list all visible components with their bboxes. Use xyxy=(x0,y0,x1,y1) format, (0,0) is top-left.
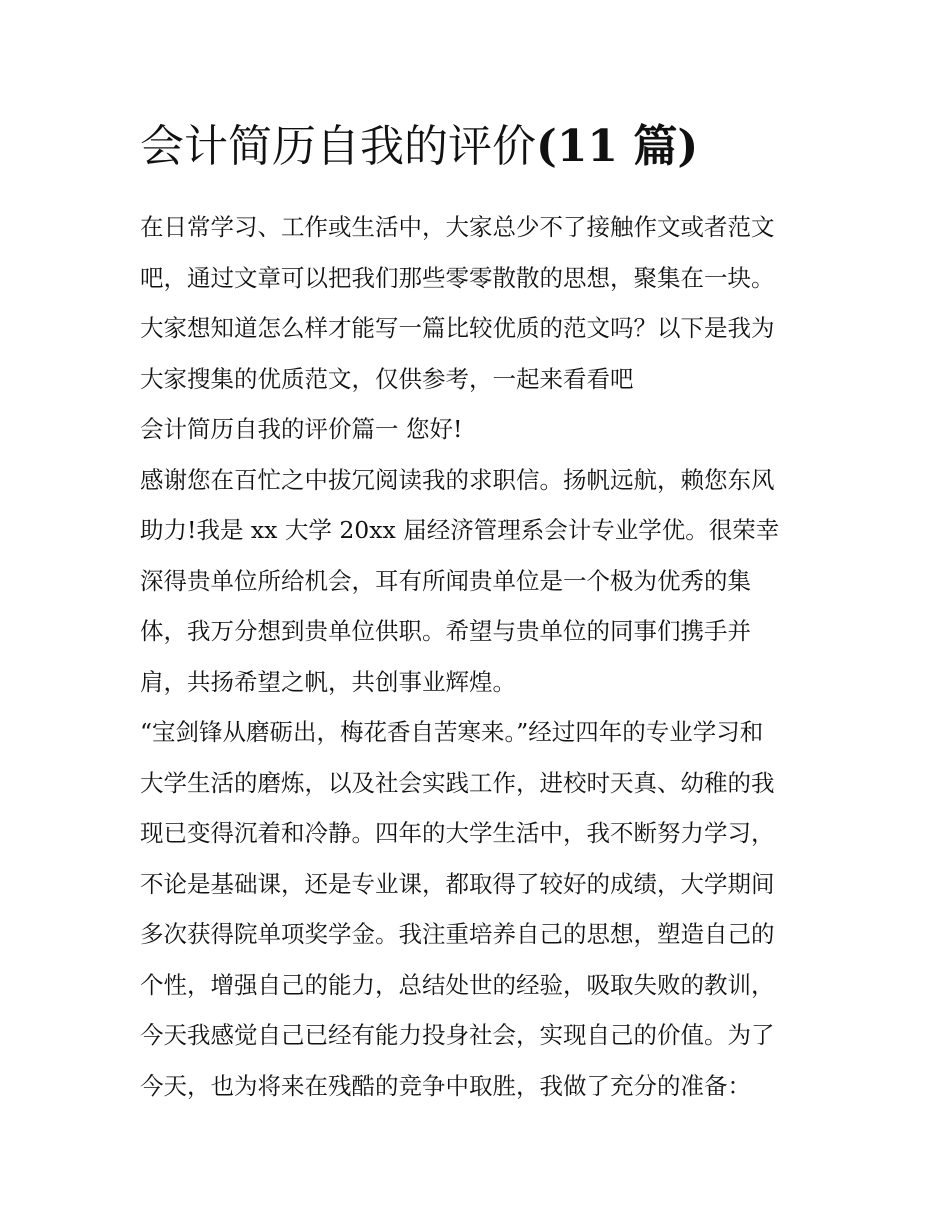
paragraph-line: 体，我万分想到贵单位供职。希望与贵单位的同事们携手并 xyxy=(140,617,751,645)
paragraph-line: 今天，也为将来在残酷的竞争中取胜，我做了充分的准备： xyxy=(140,1071,751,1100)
section-heading xyxy=(140,404,820,455)
paragraph-line: “宝剑锋从磨砺出，梅花香自苦寒来。”经过四年的专业学习和 xyxy=(140,718,764,746)
paragraph-line: 个性，增强自己的能力，总结处世的经验，吸取失败的教训， xyxy=(140,970,775,999)
document-title xyxy=(140,110,820,184)
document-body xyxy=(140,110,820,1111)
paragraph-line: 大学生活的磨炼，以及社会实践工作，进校时天真、幼稚的我 xyxy=(140,768,775,797)
paragraph-line: 深得贵单位所给机会，耳有所闻贵单位是一个极为优秀的集 xyxy=(140,566,751,595)
paragraph-line: 现已变得沉着和冷静。四年的大学生活中，我不断努力学习， xyxy=(140,819,775,847)
paragraph-line: 助力!我是 xx 大学 20xx 届经济管理系会计专业学优。很荣幸 xyxy=(140,516,780,544)
section-heading-text: 会计简历自我的评价篇一 您好! xyxy=(140,415,463,443)
paragraph-line: 不论是基础课，还是专业课，都取得了较好的成绩，大学期间 xyxy=(140,869,775,898)
body-paragraph-1 xyxy=(140,455,820,708)
paragraph-line: 感谢您在百忙之中拔冗阅读我的求职信。扬帆远航，赖您东风 xyxy=(140,465,775,494)
paragraph-line: 多次获得院单项奖学金。我注重培养自己的思想，塑造自己的 xyxy=(140,920,775,948)
intro-line: 大家想知道怎么样才能写一篇比较优质的范文吗？以下是我为 xyxy=(140,314,775,342)
body-paragraph-2 xyxy=(140,707,820,1111)
title-main-text: 会计简历自我的评价 xyxy=(140,121,536,172)
paragraph-line: 肩，共扬希望之帆，共创事业辉煌。 xyxy=(140,667,516,696)
paragraph-line: 今天我感觉自己已经有能力投身社会，实现自己的价值。为了 xyxy=(140,1021,775,1049)
intro-paragraph xyxy=(140,202,820,404)
title-count-text: (11 篇) xyxy=(536,121,699,172)
intro-line: 大家搜集的优质范文，仅供参考，一起来看看吧 xyxy=(140,364,634,393)
intro-line: 吧，通过文章可以把我们那些零零散散的思想，聚集在一块。 xyxy=(140,263,775,292)
intro-line: 在日常学习、工作或生活中，大家总少不了接触作文或者范文 xyxy=(140,213,775,241)
